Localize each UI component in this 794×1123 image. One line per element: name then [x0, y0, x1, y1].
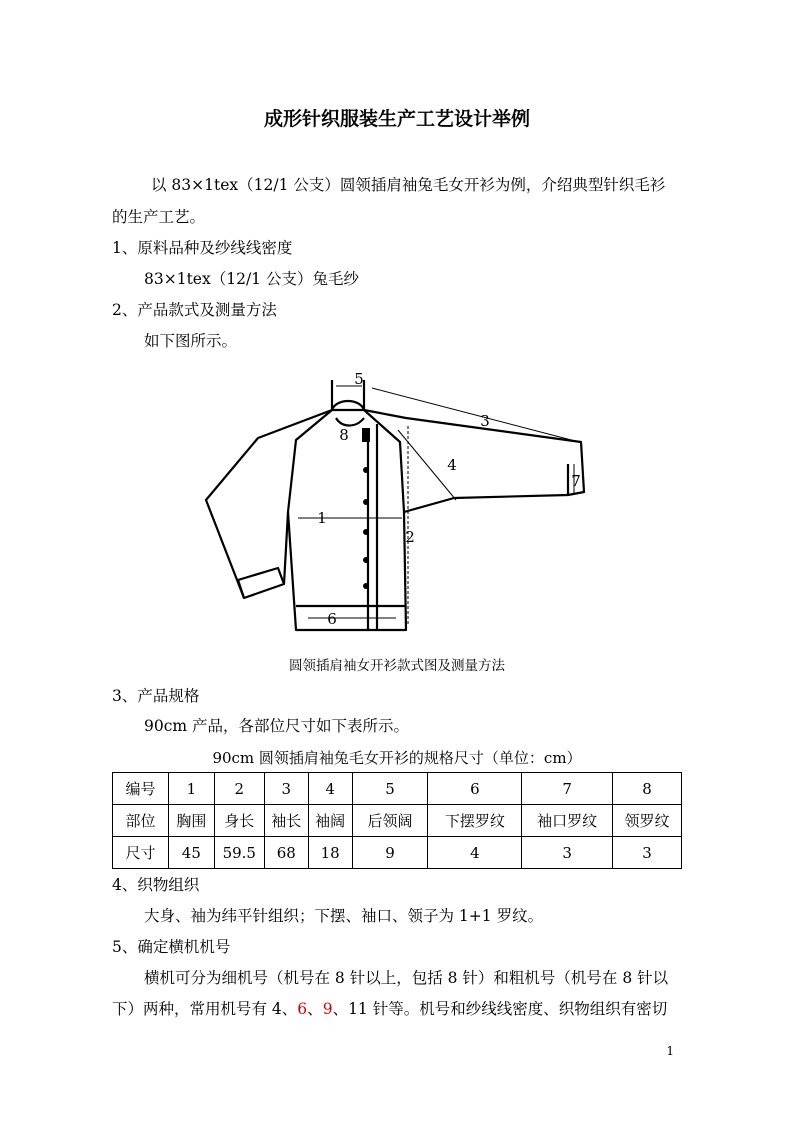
figure-caption: 圆领插肩袖女开衫款式图及测量方法	[289, 658, 505, 674]
section-5-heading: 5、确定横机机号	[112, 938, 231, 956]
table-cell: 下摆罗纹	[428, 805, 522, 837]
highlighted-number: 6	[297, 1000, 308, 1018]
measure-label-8: 8	[339, 426, 349, 444]
page-title: 成形针织服装生产工艺设计举例	[263, 108, 530, 130]
measure-label-6: 6	[327, 610, 337, 628]
cardigan-figure	[196, 360, 596, 645]
table-row	[113, 773, 682, 805]
text-run: 、	[307, 1000, 323, 1018]
table-cell: 4	[428, 837, 522, 869]
intro-line-2: 的生产工艺。	[112, 208, 206, 226]
row-header: 尺寸	[113, 837, 169, 869]
section-5-line-1: 横机可分为细机号（机号在 8 针以上，包括 8 针）和粗机号（机号在 8 针以	[144, 969, 669, 987]
table-cell: 68	[264, 837, 308, 869]
table-row	[113, 837, 682, 869]
table-cell: 45	[168, 837, 214, 869]
section-3-body: 90cm 产品，各部位尺寸如下表所示。	[144, 717, 410, 735]
measure-label-4: 4	[447, 456, 457, 474]
table-row	[113, 805, 682, 837]
section-1-body: 83×1tex（12/1 公支）兔毛纱	[144, 270, 359, 288]
table-cell: 6	[428, 773, 522, 805]
section-2-body: 如下图所示。	[144, 332, 238, 350]
table-cell: 袖阔	[308, 805, 352, 837]
measure-label-7: 7	[571, 472, 581, 490]
row-header: 部位	[113, 805, 169, 837]
text-run: 下）两种，常用机号有 4、	[112, 1000, 298, 1018]
row-header: 编号	[113, 773, 169, 805]
table-cell: 9	[352, 837, 428, 869]
section-1-heading: 1、原料品种及纱线线密度	[112, 239, 293, 257]
page-number: 1	[666, 1044, 674, 1058]
section-4-body: 大身、袖为纬平针组织；下摆、袖口、领子为 1+1 罗纹。	[144, 907, 544, 925]
table-cell: 袖口罗纹	[522, 805, 613, 837]
table-cell: 5	[352, 773, 428, 805]
table-cell: 7	[522, 773, 613, 805]
intro-line-1: 以 83×1tex（12/1 公支）圆领插肩袖兔毛女开衫为例，介绍典型针织毛衫	[151, 176, 666, 194]
table-cell: 4	[308, 773, 352, 805]
table-cell: 袖长	[264, 805, 308, 837]
section-5-line-2	[112, 999, 667, 1019]
table-cell: 1	[168, 773, 214, 805]
table-title: 90cm 圆领插肩袖兔毛女开衫的规格尺寸（单位：cm）	[212, 749, 582, 767]
measure-label-5: 5	[354, 370, 364, 388]
table-cell: 3	[522, 837, 613, 869]
table-cell: 3	[264, 773, 308, 805]
highlighted-number: 9	[322, 1000, 333, 1018]
section-4-heading: 4、织物组织	[112, 876, 200, 894]
table-cell: 59.5	[214, 837, 264, 869]
text-run: 、11 针等。机号和纱线线密度、织物组织有密切	[332, 1000, 668, 1018]
table-cell: 胸围	[168, 805, 214, 837]
section-2-heading: 2、产品款式及测量方法	[112, 301, 277, 319]
table-cell: 8	[613, 773, 682, 805]
table-cell: 领罗纹	[613, 805, 682, 837]
measure-label-3: 3	[480, 412, 490, 430]
table-cell: 后领阔	[352, 805, 428, 837]
table-cell: 3	[613, 837, 682, 869]
table-cell: 2	[214, 773, 264, 805]
measure-label-2: 2	[405, 528, 415, 546]
measure-label-1: 1	[317, 509, 327, 527]
section-3-heading: 3、产品规格	[112, 687, 200, 705]
spec-table	[112, 772, 682, 869]
table-cell: 18	[308, 837, 352, 869]
table-cell: 身长	[214, 805, 264, 837]
